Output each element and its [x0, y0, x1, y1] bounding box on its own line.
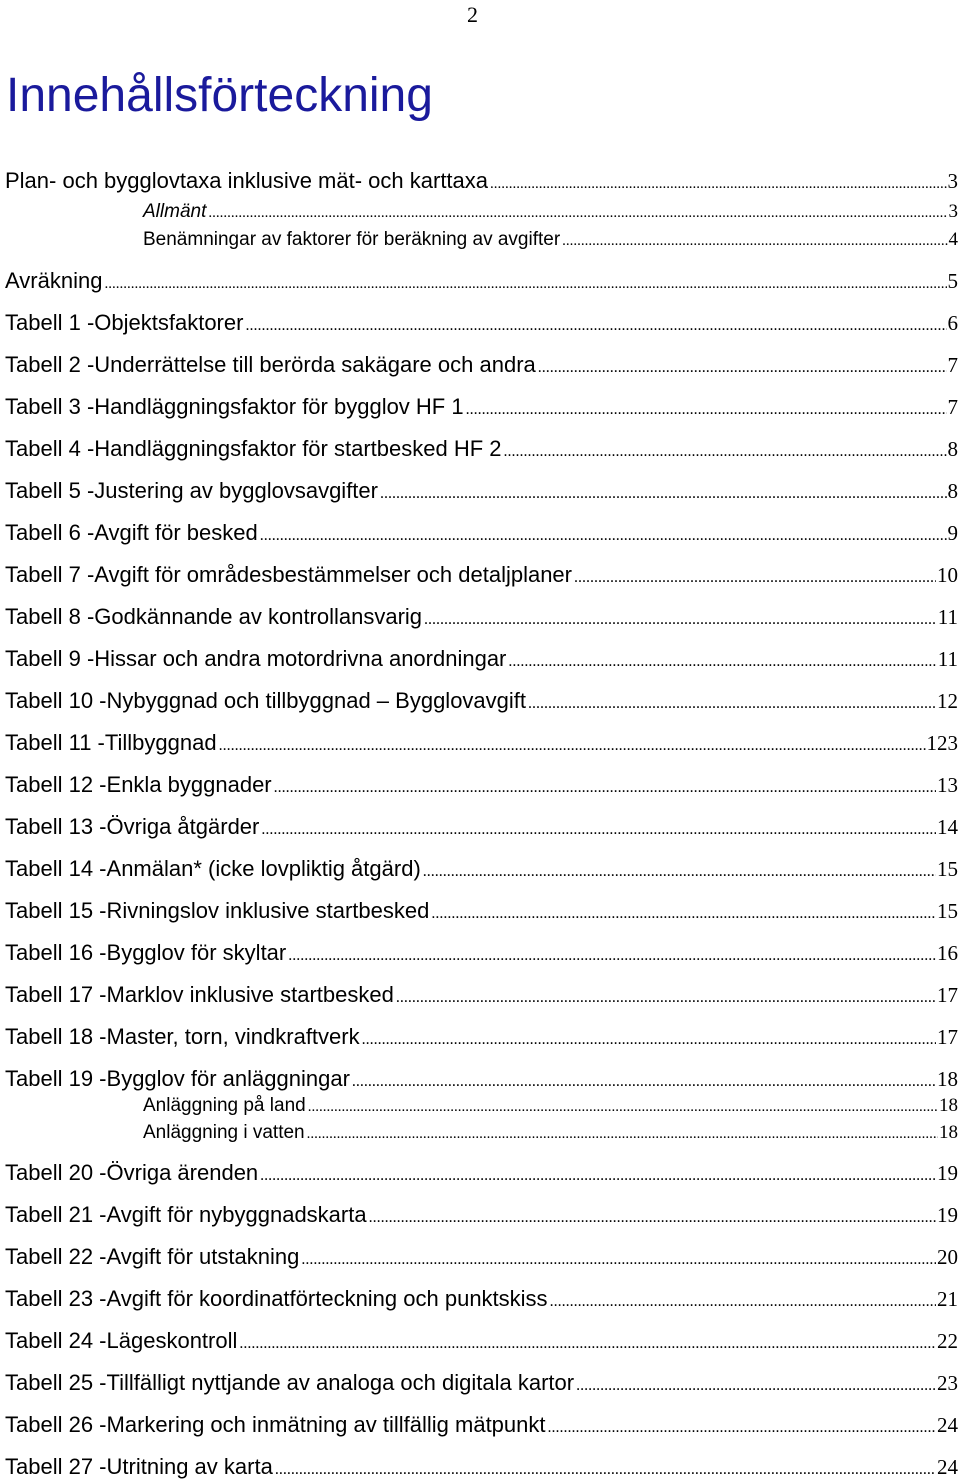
dot-leader [538, 359, 947, 377]
toc-entry[interactable] [5, 772, 958, 798]
toc-entry-number: Tabell 15 - [5, 898, 107, 923]
toc-entry-page: 17 [937, 983, 958, 1007]
toc-entry-page: 18 [939, 1095, 958, 1116]
toc-entry-number: Tabell 18 - [5, 1024, 107, 1049]
toc-entry[interactable] [5, 856, 958, 882]
toc-entry[interactable] [5, 436, 958, 462]
dot-leader [528, 695, 936, 713]
toc-entry[interactable] [143, 201, 958, 223]
dot-leader [239, 1335, 936, 1353]
toc-entry-label: Allmänt [143, 201, 207, 222]
toc-entry-page: 15 [937, 857, 958, 881]
dot-leader [369, 1209, 936, 1227]
dot-leader [562, 233, 947, 250]
toc-entry-page: 8 [947, 479, 958, 503]
dot-leader [307, 1126, 938, 1143]
toc-entry-number: Tabell 6 - [5, 520, 95, 545]
toc-entry-label: Rivningslov inklusive startbesked [106, 898, 430, 923]
toc-entry-number: Tabell 17 - [5, 982, 107, 1007]
toc-entry-label: Markering och inmätning av tillfällig mätpunkt [106, 1412, 546, 1437]
toc-entry-page: 11 [937, 647, 958, 671]
toc-entry-page: 24 [937, 1413, 958, 1437]
toc-entry[interactable] [143, 229, 958, 251]
toc-entry-label: Avgift för områdesbestämmelser och detaljplaner [94, 562, 572, 587]
toc-entry-label: Anläggning i vatten [143, 1122, 305, 1143]
dot-leader [352, 1073, 936, 1091]
toc-entry-label: Nybyggnad och tillbyggnad – Bygglovavgift [106, 688, 527, 713]
toc-entry[interactable] [5, 730, 958, 756]
toc-entry-label: Objektsfaktorer [94, 310, 244, 335]
toc-entry-number: Tabell 7 - [5, 562, 95, 587]
toc-entry[interactable] [5, 310, 958, 336]
toc-entry[interactable] [5, 168, 958, 194]
toc-entry[interactable] [5, 1412, 958, 1438]
toc-entry-number: Tabell 8 - [5, 604, 95, 629]
toc-entry[interactable] [5, 1454, 958, 1480]
toc-entry-label: Anmälan* (icke lovpliktig åtgärd) [106, 856, 421, 881]
dot-leader [380, 485, 947, 503]
dot-leader [288, 947, 936, 965]
toc-entry-label: Övriga åtgärder [106, 814, 260, 839]
dot-leader [504, 443, 947, 461]
toc-entry-number: Tabell 22 - [5, 1244, 107, 1269]
toc-entry-number: Tabell 2 - [5, 352, 95, 377]
dot-leader [208, 205, 947, 222]
toc-entry-page: 21 [937, 1287, 958, 1311]
dot-leader [219, 737, 926, 755]
toc-entry-page: 18 [939, 1122, 958, 1143]
dot-leader [260, 527, 947, 545]
toc-entry[interactable] [5, 1066, 958, 1092]
dot-leader [550, 1293, 936, 1311]
toc-entry[interactable] [143, 1122, 958, 1144]
page-title: Innehållsförteckning [6, 69, 433, 122]
dot-leader [274, 779, 936, 797]
toc-entry[interactable] [5, 1024, 958, 1050]
dot-leader [576, 1377, 936, 1395]
toc-entry[interactable] [5, 814, 958, 840]
toc-entry-label: Bygglov för anläggningar [106, 1066, 350, 1091]
page-number: 2 [467, 2, 478, 27]
toc-entry-number: Tabell 4 - [5, 436, 95, 461]
toc-entry-page: 22 [937, 1329, 958, 1353]
dot-leader [490, 176, 946, 193]
dot-leader [308, 1099, 938, 1116]
toc-entry-number: Tabell 27 - [5, 1454, 107, 1479]
toc-entry-label: Avräkning [5, 268, 103, 293]
toc-entry-label: Enkla byggnader [106, 772, 272, 797]
toc-entry-page: 11 [937, 605, 958, 629]
toc-entry[interactable] [5, 1370, 958, 1396]
toc-entry-number: Tabell 1 - [5, 310, 95, 335]
toc-entry-page: 9 [947, 521, 958, 545]
toc-entry-number: Tabell 9 - [5, 646, 95, 671]
toc-entry-number: Tabell 21 - [5, 1202, 107, 1227]
toc-entry-label: Bygglov för skyltar [106, 940, 287, 965]
toc-entry[interactable] [5, 1244, 958, 1270]
dot-leader [275, 1461, 936, 1479]
toc-entry-number: Tabell 5 - [5, 478, 95, 503]
toc-entry-label: Avgift för nybyggnadskarta [106, 1202, 367, 1227]
dot-leader [260, 1167, 936, 1185]
toc-entry-page: 7 [947, 395, 958, 419]
toc-entry[interactable] [5, 1160, 958, 1186]
toc-entry-page: 8 [947, 437, 958, 461]
toc-entry[interactable] [5, 268, 958, 294]
toc-entry-page: 17 [937, 1025, 958, 1049]
toc-entry-number: Tabell 26 - [5, 1412, 107, 1437]
dot-leader [431, 905, 936, 923]
dot-leader [261, 821, 936, 839]
toc-entry-label: Avgift för koordinatförteckning och punktskiss [106, 1286, 548, 1311]
dot-leader [548, 1419, 937, 1437]
toc-entry-label: Hissar och andra motordrivna anordningar [94, 646, 507, 671]
toc-entry-number: Tabell 24 - [5, 1328, 107, 1353]
toc-entry-page: 7 [947, 353, 958, 377]
toc-entry-label: Master, torn, vindkraftverk [106, 1024, 360, 1049]
toc-entry[interactable] [5, 562, 958, 588]
toc-entry-label: Underrättelse till berörda sakägare och andra [94, 352, 536, 377]
dot-leader [466, 401, 947, 419]
toc-entry-label: Lägeskontroll [106, 1328, 238, 1353]
toc-entry-page: 123 [926, 731, 958, 755]
toc-entry-label: Justering av bygglovsavgifter [94, 478, 378, 503]
toc-entry-number: Tabell 16 - [5, 940, 107, 965]
toc-entry-label: Plan- och bygglovtaxa inklusive mät- och karttaxa [5, 168, 489, 193]
toc-entry-page: 23 [937, 1371, 958, 1395]
toc-entry-page: 18 [937, 1067, 958, 1091]
toc-entry-page: 10 [937, 563, 958, 587]
toc-entry-page: 3 [947, 169, 958, 193]
toc-entry-number: Tabell 3 - [5, 394, 95, 419]
toc-entry-page: 6 [947, 311, 958, 335]
toc-entry-number: Tabell 14 - [5, 856, 107, 881]
toc-entry[interactable] [143, 1095, 958, 1117]
toc-entry-label: Tillfälligt nyttjande av analoga och digitala kartor [106, 1370, 575, 1395]
toc-entry-number: Tabell 12 - [5, 772, 107, 797]
toc-entry-label: Handläggningsfaktor för bygglov HF 1 [94, 394, 464, 419]
toc-entry-label: Marklov inklusive startbesked [106, 982, 394, 1007]
toc-entry[interactable] [5, 604, 958, 630]
toc-entry-label: Handläggningsfaktor för startbesked HF 2 [94, 436, 502, 461]
toc-entry-label: Anläggning på land [143, 1095, 306, 1116]
toc-entry-page: 4 [948, 229, 958, 250]
toc-entry-number: Tabell 10 - [5, 688, 107, 713]
toc-entry-number: Tabell 23 - [5, 1286, 107, 1311]
toc-entry-page: 15 [937, 899, 958, 923]
toc-entry-number: Tabell 25 - [5, 1370, 107, 1395]
toc-entry-page: 14 [937, 815, 958, 839]
toc-entry-page: 12 [937, 689, 958, 713]
toc-entry-page: 5 [947, 269, 958, 293]
toc-entry-label: Avgift för utstakning [106, 1244, 300, 1269]
dot-leader [508, 653, 936, 671]
toc-entry[interactable] [5, 352, 958, 378]
toc-entry-number: Tabell 13 - [5, 814, 107, 839]
toc-entry-page: 13 [937, 773, 958, 797]
dot-leader [245, 317, 946, 335]
dot-leader [424, 611, 937, 629]
toc-entry-label: Benämningar av faktorer för beräkning av avgifter [143, 229, 561, 250]
toc-entry-page: 3 [948, 201, 958, 222]
toc-entry[interactable] [5, 688, 958, 714]
toc-entry[interactable] [5, 898, 958, 924]
toc-entry-label: Avgift för besked [94, 520, 258, 545]
dot-leader [423, 863, 936, 881]
dot-leader [396, 989, 936, 1007]
toc-entry[interactable] [5, 1286, 958, 1312]
toc-entry-page: 20 [937, 1245, 958, 1269]
dot-leader [301, 1251, 936, 1269]
toc-entry[interactable] [5, 1328, 958, 1354]
toc-entry-page: 19 [937, 1161, 958, 1185]
dot-leader [574, 569, 936, 587]
toc-entry-number: Tabell 20 - [5, 1160, 107, 1185]
dot-leader [104, 276, 946, 293]
toc-entry-label: Godkännande av kontrollansvarig [94, 604, 423, 629]
toc-entry[interactable] [5, 1202, 958, 1228]
toc-entry[interactable] [5, 520, 958, 546]
toc-entry-page: 19 [937, 1203, 958, 1227]
toc-entry[interactable] [5, 982, 958, 1008]
toc-entry-label: Utritning av karta [106, 1454, 273, 1479]
toc-entry-page: 24 [937, 1455, 958, 1479]
toc-entry-label: Övriga ärenden [106, 1160, 259, 1185]
toc-entry[interactable] [5, 394, 958, 420]
toc-entry-number: Tabell 19 - [5, 1066, 107, 1091]
toc-entry[interactable] [5, 478, 958, 504]
toc-entry-number: Tabell 11 - [5, 730, 105, 755]
toc-entry-page: 16 [937, 941, 958, 965]
toc-entry[interactable] [5, 646, 958, 672]
dot-leader [362, 1031, 936, 1049]
toc-entry-label: Tillbyggnad [104, 730, 217, 755]
toc-entry[interactable] [5, 940, 958, 966]
